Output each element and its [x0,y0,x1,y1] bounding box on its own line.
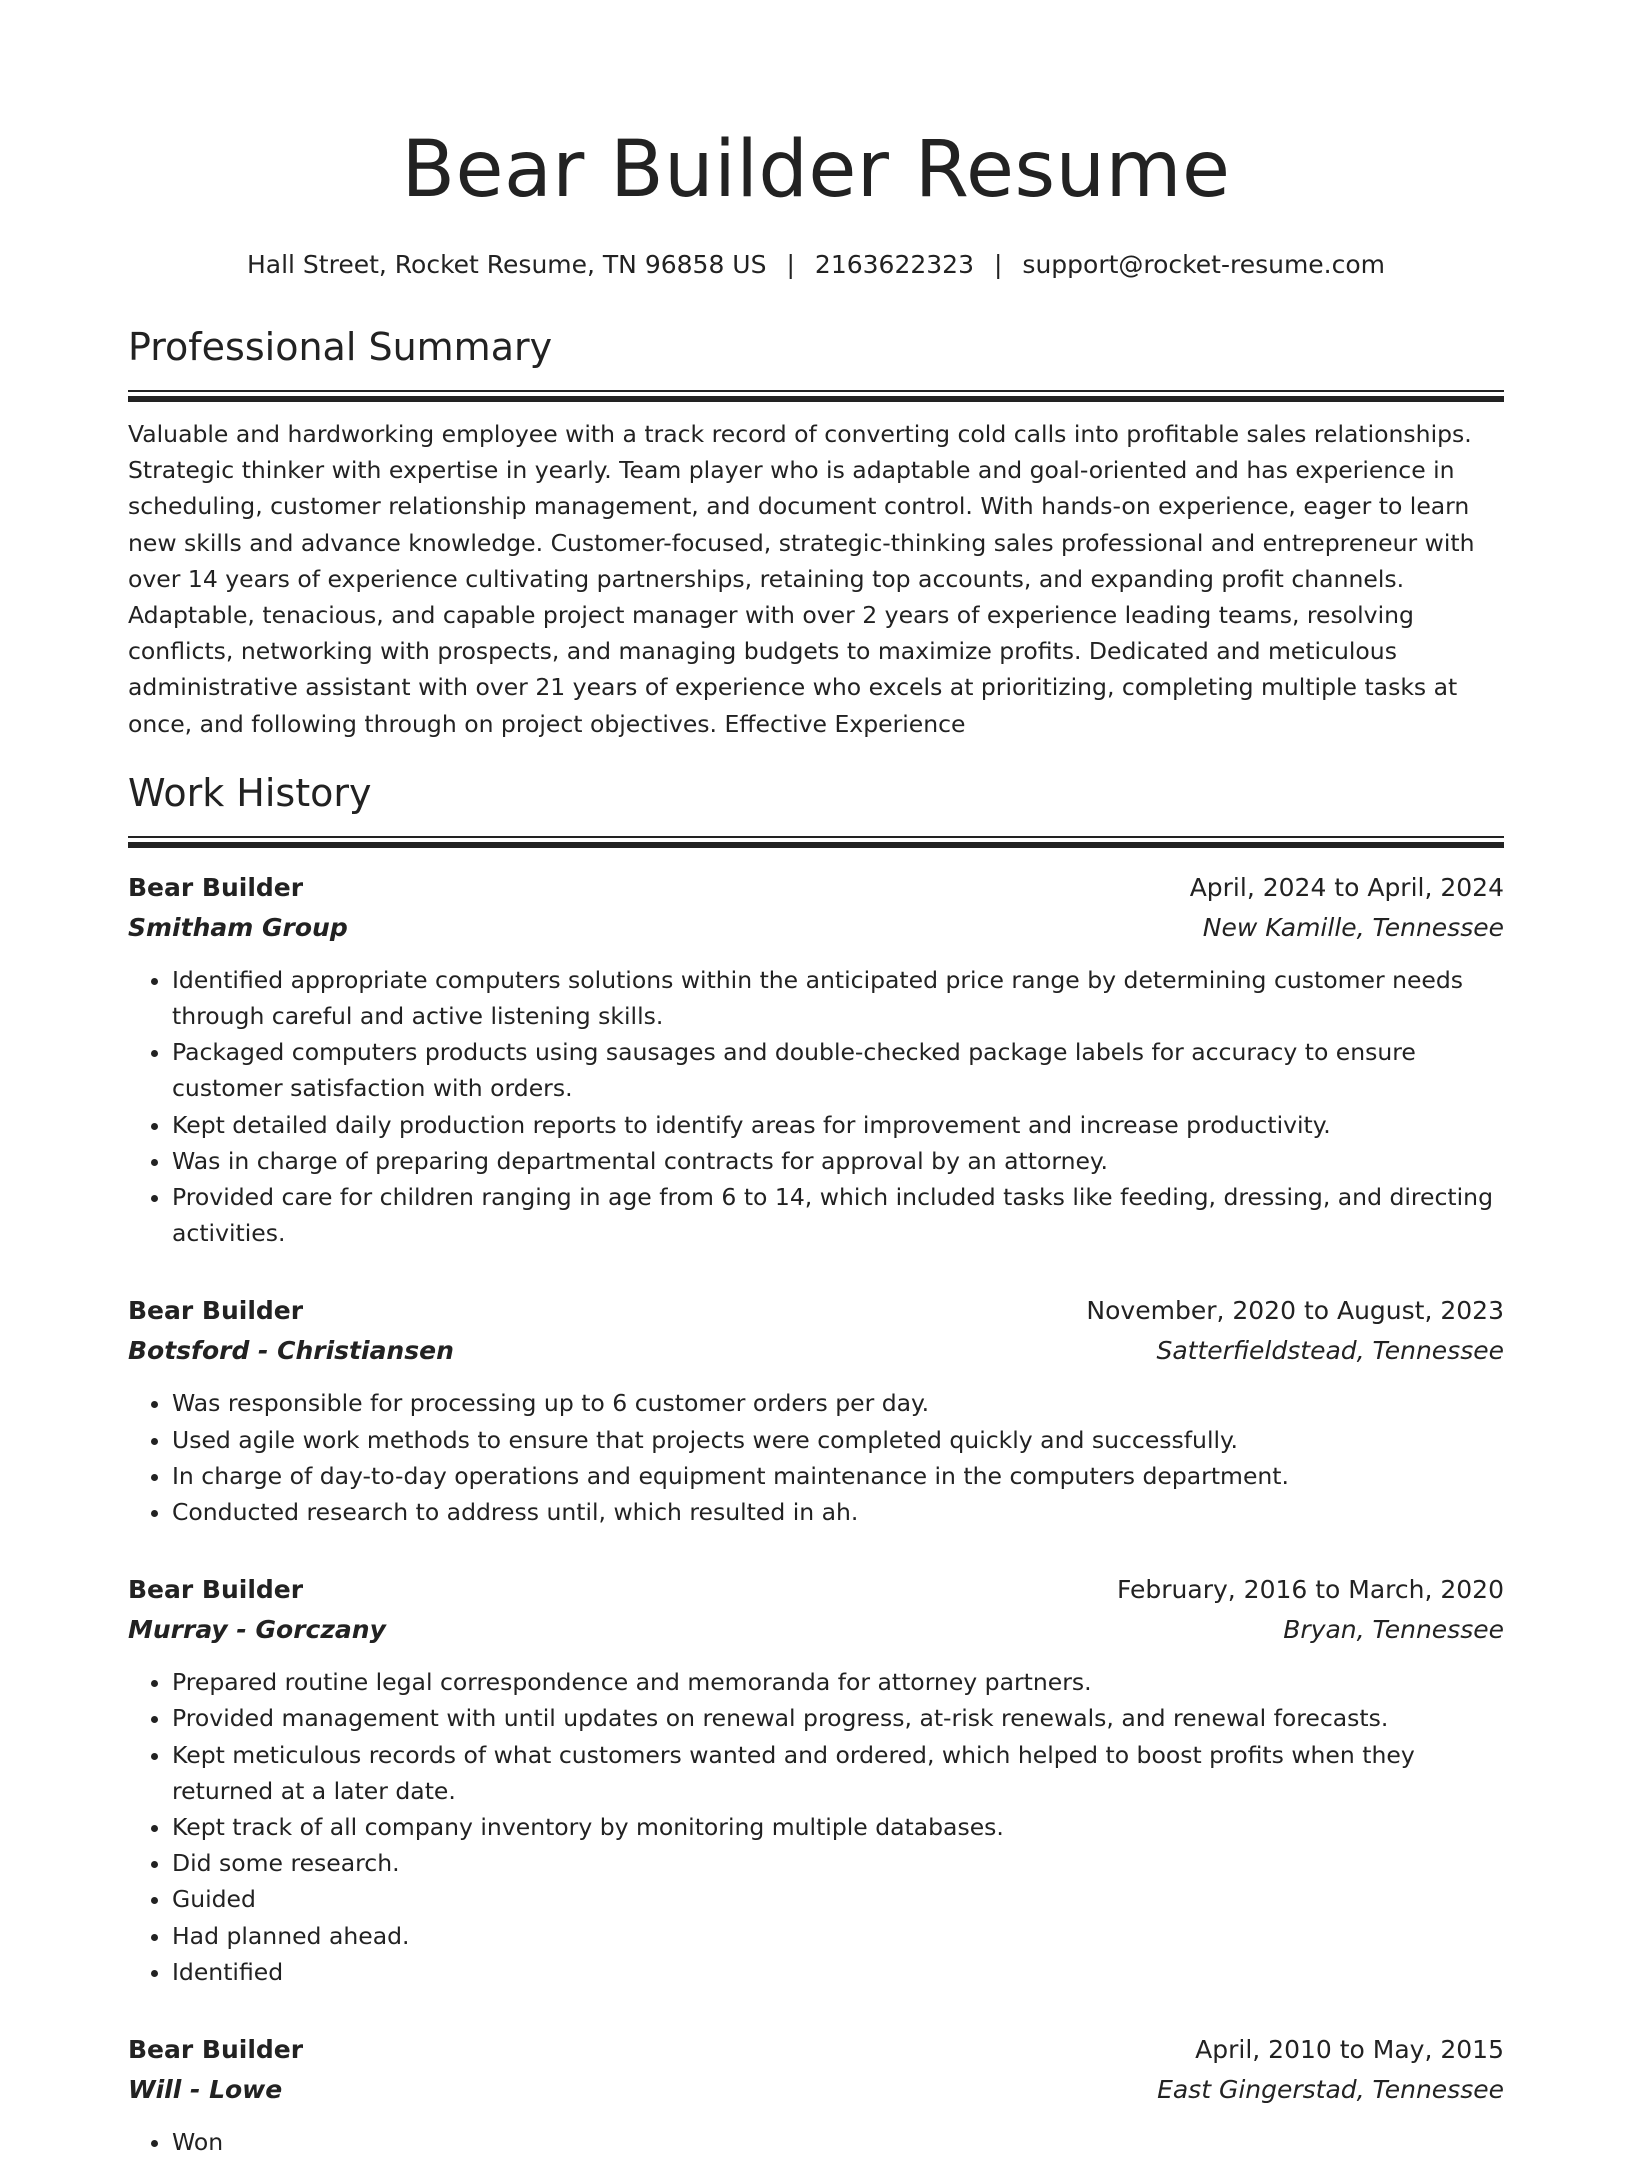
section-title-summary: Professional Summary [128,325,553,369]
contact-line [128,248,1504,282]
section-divider [128,836,1504,848]
contact-email[interactable]: support@rocket-resume.com [1022,250,1386,279]
job-dates: April, 2024 to April, 2024 [1189,872,1504,902]
job-header-row [128,1291,1504,1331]
job-duty-item: • Identified [172,1954,1504,1990]
job-duty-item: • Prepared routine legal correspondence and memoranda for attorney partners. [172,1664,1504,1700]
summary-text: Valuable and hardworking employee with a track record of converting cold calls into profitable sales relationships. Strategic thinker with expertise in yearly. Team player who is adaptable and goal-oriented and has experience in scheduling, customer relationship management, and document control. With hands-on experience, eager to learn new skills and advance knowledge. Customer-focused, strategic-thinking sales professional and entrepreneur with over 14 years of experience cultivating partnerships, retaining top accounts, and expanding profit channels. Adaptable, tenacious, and capable project manager with over 2 years of experience leading teams, resolving conflicts, networking with prospects, and managing budgets to maximize profits. Dedicated and meticulous administrative assistant with over 21 years of experience who excels at prioritizing, completing multiple tasks at once, and following through on project objectives. Effective Experience [128,420,1475,738]
job-subheader-row [128,908,1504,948]
job-company: Smitham Group [128,912,348,942]
job-dates: April, 2010 to May, 2015 [1195,2035,1504,2065]
job-duties-list [128,962,1504,1252]
job-company: Will - Lowe [128,2075,283,2105]
job-duty-item: • Provided management with until updates on renewal progress, at-risk renewals, and renewal forecasts. [172,1700,1504,1736]
job-duty-item: • Won [172,2124,1504,2160]
job-duty-item: • Used agile work methods to ensure that projects were completed quickly and successfully. [172,1422,1504,1458]
job-duties-list [128,2124,1504,2160]
section-title-work: Work History [128,770,372,815]
job-duty-item: • Provided care for children ranging in age from 6 to 14, which included tasks like feeding, dressing, and directing activities. [172,1179,1504,1251]
job-header-row [128,2030,1504,2070]
job-entry [128,1291,1504,1530]
job-location: Bryan, Tennessee [1283,1615,1504,1645]
job-title: Bear Builder [128,872,304,902]
job-subheader-row [128,1610,1504,1650]
job-entry [128,868,1504,1252]
contact-separator: | [993,250,1003,279]
job-duty-item: • Identified appropriate computers solutions within the anticipated price range by determining customer needs through careful and active listening skills. [172,962,1504,1034]
contact-separator: | [786,250,795,279]
job-duty-item: • Was responsible for processing up to 6 customer orders per day. [172,1385,1504,1421]
job-duty-item: • Kept detailed daily production reports to identify areas for improvement and increase productivity. [172,1107,1504,1143]
job-entry [128,2030,1504,2160]
resume-name: Bear Builder Resume [401,125,1231,215]
job-dates: November, 2020 to August, 2023 [1086,1296,1504,1326]
job-header-row [128,1570,1504,1610]
job-subheader-row [128,1331,1504,1371]
work-history-section [128,768,1504,2160]
job-title: Bear Builder [128,1575,304,1605]
job-title: Bear Builder [128,2035,304,2065]
job-header-row [128,868,1504,908]
job-company: Botsford - Christiansen [128,1336,454,1366]
job-duty-item: • Conducted research to address until, which resulted in ah. [172,1494,1504,1530]
job-location: Satterfieldstead, Tennessee [1156,1336,1504,1366]
contact-phone: 2163622323 [814,250,974,279]
job-duty-item: • Guided [172,1881,1504,1917]
job-title: Bear Builder [128,1296,304,1326]
job-duty-item: • Kept track of all company inventory by monitoring multiple databases. [172,1809,1504,1845]
professional-summary-section [128,322,1504,742]
job-duty-item: • Was in charge of preparing departmental contracts for approval by an attorney. [172,1143,1504,1179]
contact-address: Hall Street, Rocket Resume, TN 96858 US [246,250,767,279]
job-duty-item: • Kept meticulous records of what customers wanted and ordered, which helped to boost profits when they returned at a later date. [172,1737,1504,1809]
job-location: East Gingerstad, Tennessee [1157,2075,1504,2105]
job-location: New Kamille, Tennessee [1202,912,1504,942]
job-duty-item: • In charge of day-to-day operations and equipment maintenance in the computers department. [172,1458,1504,1494]
section-divider [128,390,1504,402]
job-subheader-row [128,2070,1504,2110]
job-duty-item: • Had planned ahead. [172,1918,1504,1954]
job-entry [128,1570,1504,1990]
job-duties-list [128,1664,1504,1990]
job-company: Murray - Gorczany [128,1615,386,1645]
job-duties-list [128,1385,1504,1530]
job-dates: February, 2016 to March, 2020 [1116,1575,1504,1605]
job-duty-item: • Did some research. [172,1845,1504,1881]
job-duty-item: • Packaged computers products using sausages and double-checked package labels for accuracy to ensure customer satisfaction with orders. [172,1034,1504,1106]
